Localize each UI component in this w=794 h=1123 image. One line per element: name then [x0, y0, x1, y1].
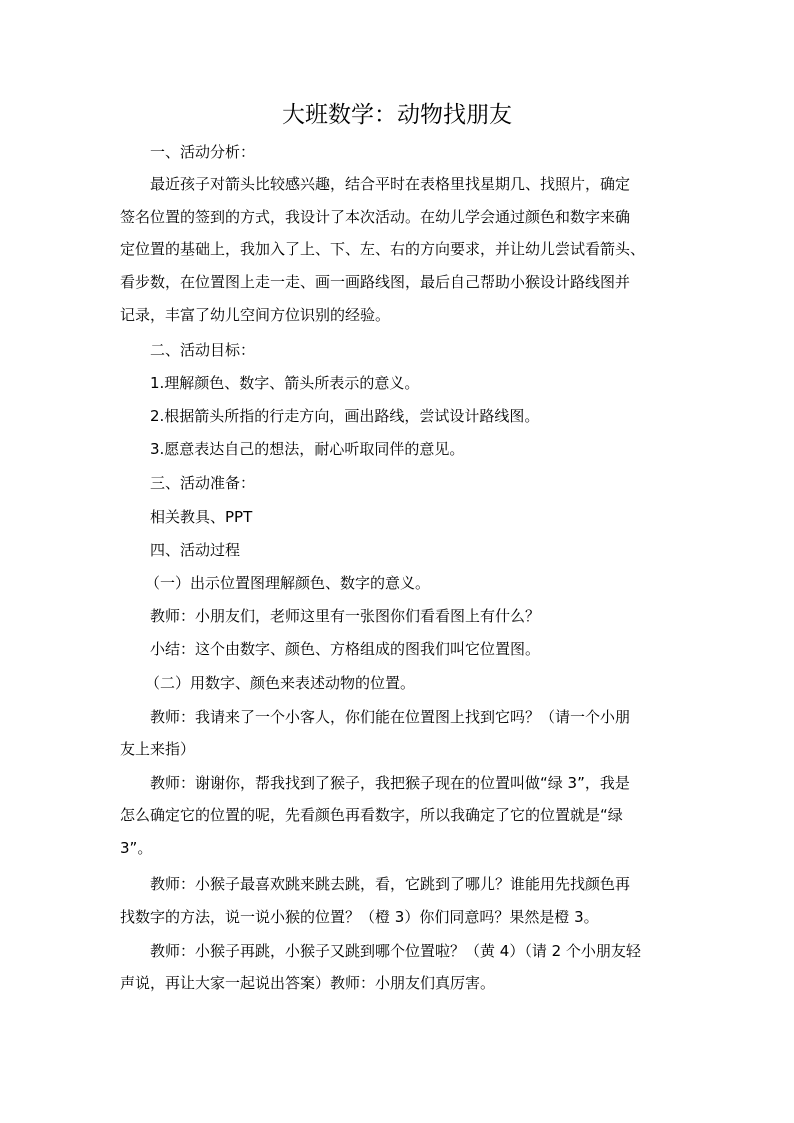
subsection-heading: （一）出示位置图理解颜色、数字的意义。	[145, 574, 431, 592]
paragraph-line: 声说，再让大家一起说出答案）教师：小朋友们真厉害。	[120, 974, 496, 992]
paragraph-line: 签名位置的签到的方式，我设计了本次活动。在幼儿学会通过颜色和数字来确	[120, 208, 631, 226]
paragraph-line: 看步数，在位置图上走一走、画一画路线图，最后自己帮助小猴设计路线图并	[120, 273, 631, 291]
list-item: 2.根据箭头所指的行走方向，画出路线，尝试设计路线图。	[150, 407, 540, 425]
section-heading-analysis: 一、活动分析：	[150, 143, 256, 161]
paragraph-line: 最近孩子对箭头比较感兴趣，结合平时在表格里找星期几、找照片，确定	[150, 175, 631, 193]
paragraph-line: 友上来指）	[120, 740, 196, 758]
paragraph-line: 教师：我请来了一个小客人，你们能在位置图上找到它吗？（请一个小朋	[150, 708, 631, 726]
paragraph-line: 找数字的方法，说一说小猴的位置？（橙 3）你们同意吗？果然是橙 3。	[120, 908, 599, 926]
paragraph-line: 教师：小猴子最喜欢跳来跳去跳，看，它跳到了哪儿？谁能用先找颜色再	[150, 875, 631, 893]
paragraph-line: 相关教具、PPT	[150, 508, 253, 526]
section-heading-goals: 二、活动目标：	[150, 341, 256, 359]
subsection-heading: （二）用数字、颜色来表述动物的位置。	[145, 674, 416, 692]
paragraph-line: 教师：小朋友们，老师这里有一张图你们看看图上有什么？	[150, 607, 541, 625]
paragraph-line: 小结：这个由数字、颜色、方格组成的图我们叫它位置图。	[150, 640, 541, 658]
paragraph-line: 教师：小猴子再跳，小猴子又跳到哪个位置啦？（黄 4）（请 2 个小朋友轻	[150, 942, 641, 960]
section-heading-preparation: 三、活动准备：	[150, 474, 256, 492]
paragraph-line: 记录，丰富了幼儿空间方位识别的经验。	[120, 306, 391, 324]
paragraph-line: 怎么确定它的位置的呢，先看颜色再看数字，所以我确定了它的位置就是“绿	[120, 806, 623, 824]
paragraph-line: 3”。	[120, 839, 153, 857]
paragraph-line: 教师：谢谢你，帮我找到了猴子，我把猴子现在的位置叫做“绿 3”，我是	[150, 774, 630, 792]
document-title: 大班数学：动物找朋友	[282, 102, 512, 128]
section-heading-process: 四、活动过程	[150, 541, 241, 559]
paragraph-line: 定位置的基础上，我加入了上、下、左、右的方向要求，并让幼儿尝试看箭头、	[120, 240, 646, 258]
list-item: 3.愿意表达自己的想法，耐心听取同伴的意见。	[150, 440, 465, 458]
list-item: 1.理解颜色、数字、箭头所表示的意义。	[150, 374, 420, 392]
